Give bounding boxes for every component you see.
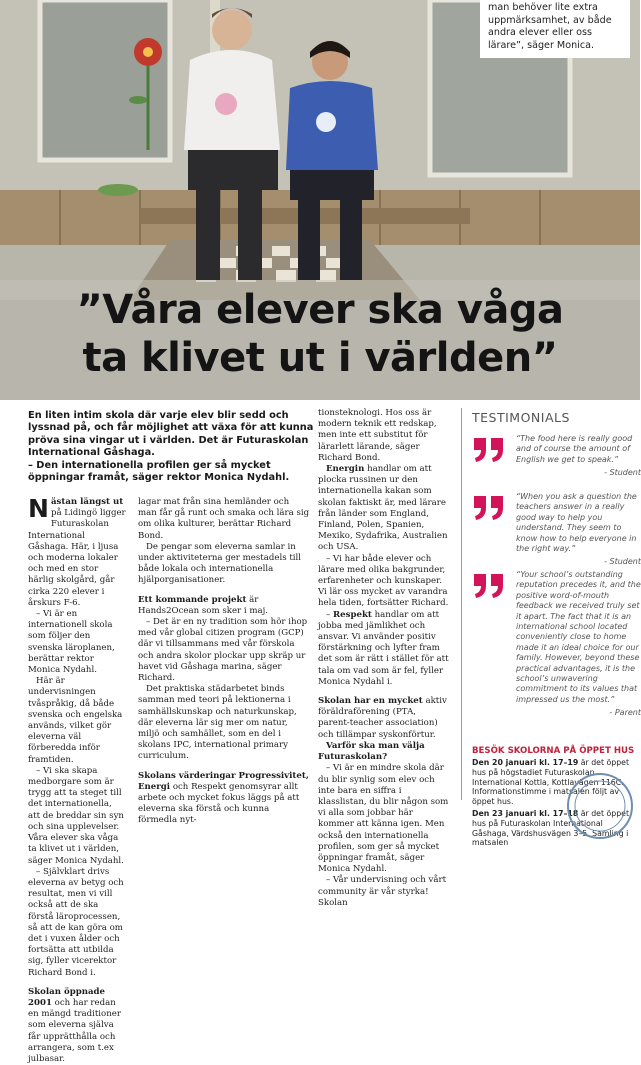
quote-icon bbox=[472, 492, 506, 522]
quote-icon bbox=[472, 434, 506, 464]
open-house-text: är det öppet hus på högstadiet Futuraskolan International Kottla, Kottlavägen 116C. Informationstimme i matsalen följt av öppet hus. bbox=[472, 758, 630, 807]
photo-caption: man behöver lite extra uppmärksamhet, av både andra elever eller oss lärare”, säger Monica. bbox=[480, 0, 630, 58]
paragraph: Det praktiska städarbetet binds samman med teori på lektionerna i samhällskunskap och naturkunskap, där eleverna lär sig mer om natur, miljö och samhället, som en del i skolans IPC, international primary curriculum. bbox=[138, 684, 297, 762]
article-column-3 bbox=[318, 408, 450, 908]
paragraph-text: och har redan en mängd traditioner som eleverna själva får upprätthålla och arrangera, som t.ex julbasar. bbox=[28, 997, 121, 1064]
lead-in: Energin bbox=[326, 464, 365, 475]
subhead-paragraph bbox=[28, 987, 126, 1065]
paragraph-text: är Hands2Ocean som sker i maj. bbox=[138, 594, 269, 616]
subhead: Ett kommande projekt bbox=[138, 594, 247, 605]
paragraph-text: handlar om att plocka russinen ur den internationella kakan som skolan faktiskt är, med lärare från länder som England, Finland, Polen, Spanien, Mexiko, Sydafrika, Australien och USA. bbox=[318, 464, 448, 553]
paragraph: – Vi är en internationell skola som följer den svenska läroplanen, berättar rektor Monica Nydahl. bbox=[28, 609, 115, 676]
testimonial-quote: “The food here is really good and of course the amount of English we get to speak.” bbox=[516, 434, 633, 464]
paragraph: – Respekt handlar om att jobba med jämlikhet och ansvar. Vi använder positiv förstärkning och lyfter fram det som är rätt i stället för att tala om vad som är fel, fyller Monica Nydahl i. bbox=[318, 609, 449, 687]
subhead: Skolan har en mycket bbox=[318, 696, 423, 707]
paragraph: – Självklart drivs eleverna av betyg och resultat, men vi vill också att de ska förstå läroprocessen, så att de kan göra om det i vuxen ålder och fortsätta att utbilda sig, fyller vicerektor Richard Bond i. bbox=[28, 866, 124, 978]
paragraph: Här är undervisningen tvåspråkig, då både svenska och engelska används, vilket gör eleverna väl förberedda inför framtiden. bbox=[28, 676, 123, 765]
article-column-2 bbox=[138, 497, 310, 826]
headline bbox=[0, 286, 640, 382]
paragraph: De pengar som eleverna samlar in under aktiviteterna ger mestadels till både lokala och internationella hjälporganisationer. bbox=[138, 541, 302, 586]
quote-icon bbox=[472, 570, 506, 600]
article-column-1 bbox=[28, 494, 126, 1064]
paragraph bbox=[318, 741, 450, 763]
headline-line-2: ta klivet ut i världen” bbox=[82, 335, 558, 381]
lead-in: ästan längst ut bbox=[50, 497, 124, 507]
testimonial-author: - Parent bbox=[609, 708, 641, 718]
subhead-paragraph bbox=[138, 771, 310, 827]
subhead-paragraph bbox=[138, 595, 310, 617]
subhead: Skolan öppnade 2001 bbox=[28, 986, 106, 1008]
headline-line-1: ”Våra elever ska våga bbox=[76, 287, 564, 333]
testimonial bbox=[472, 570, 641, 719]
article-intro bbox=[28, 410, 324, 484]
paragraph: lagar mat från sina hemländer och man får gå runt och smaka och lära sig om olika kulturer, berättar Richard Bond. bbox=[138, 497, 310, 541]
lead-in: Respekt bbox=[333, 609, 372, 620]
open-house-date: Den 23 januari kl. 17–18 bbox=[472, 808, 579, 818]
testimonial-quote: “When you ask a question the teachers answer in a really good way to help you understand. They seem to know how to help everyone in the right way.” bbox=[516, 492, 637, 554]
testimonial-quote: “Your school’s outstanding reputation precedes it, and the positive word-of-mouth feedback we received truly set it apart. The fact that it is an international school located conveniently close to home made it an ideal choice for our family. However, beyond these practical advantages, it is the school’s unwavering commitment to its values that impressed us the most.” bbox=[516, 570, 641, 704]
paragraph: – Vi är en mindre skola där du blir synlig som elev och inte bara en siffra i klasslistan, du blir någon som vi alla som jobbar här kommer att känna igen. Men också den internationella profilen, som ger så mycket öppningar framåt, säger Monica Nydahl. bbox=[318, 763, 449, 875]
first-paragraph bbox=[28, 494, 126, 609]
testimonial-author: - Student bbox=[604, 468, 641, 478]
open-house-date: Den 20 januari kl. 17–19 bbox=[472, 758, 579, 767]
paragraph-text: aktiv föräldraförening (PTA, parent-teacher association) och tillämpar syskonförtur. bbox=[318, 696, 447, 740]
paragraph: tionsteknologi. Hos oss är modern teknik ett redskap, men inte ett substitut för lärarlett lärande, säger Richard Bond. bbox=[318, 408, 437, 463]
hero-photo bbox=[0, 0, 640, 400]
open-house-text: är det öppet hus på Futuraskolan International Gåshaga, Värdshusvägen 3–5. Samling i matsalen bbox=[472, 808, 630, 848]
testimonials-sidebar bbox=[461, 408, 641, 848]
paragraph: – Vi ska skapa medborgare som är trygg att ta steget till det internationella, att de breddar sin syn och sina upplevelser. Våra elever ska våga ta klivet ut i världen, säger Monica Nydahl. bbox=[28, 765, 124, 866]
sidebar-title: TESTIMONIALS bbox=[472, 410, 570, 425]
intro-quote: – Den internationella profilen ger så mycket öppningar framåt, säger rektor Monica Nydahl. bbox=[28, 459, 290, 484]
open-house-title: BESÖK SKOLORNA PÅ ÖPPET HUS bbox=[472, 746, 635, 756]
subhead-paragraph bbox=[318, 696, 450, 741]
paragraph: – Vi har både elever och lärare med olika bakgrunder, erfarenheter och kunskaper. Vi lär oss mycket av varandra hela tiden, fortsätter Richard. bbox=[318, 553, 449, 609]
intro-paragraph: En liten intim skola där varje elev blir sedd och lyssnad på, och får möjlighet att växa för att kunna pröva sina vingar ut i världen. Det är Futuraskolan International Gåshaga. bbox=[28, 410, 314, 459]
paragraph: – Det är en ny tradition som hör ihop med vår global citizen program (GCP) där vi tillsammans med vår förskola och andra skolor plockar upp skräp ur havet vid Gåshaga marina, säger Richard. bbox=[138, 617, 308, 684]
testimonial-author: - Student bbox=[604, 557, 641, 567]
paragraph: – Vår undervisning och vårt community är vår styrka! Skolan bbox=[318, 875, 447, 908]
paragraph-text: och Respekt genomsyrar allt arbete och mycket fokus läggs på att eleverna ska förstå och kunna förmedla nyt- bbox=[138, 781, 300, 826]
drop-cap: N bbox=[28, 494, 49, 523]
first-paragraph-text: på Lidingö ligger Futuraskolan International Gåshaga. Här, i ljusa och moderna lokaler och med en stor härlig skolgård, går cirka 220 elever i årskurs F-6. bbox=[28, 508, 126, 608]
testimonial bbox=[472, 434, 641, 479]
paragraph bbox=[318, 464, 450, 554]
testimonial bbox=[472, 492, 641, 568]
subhead: Skolans värderingar Progressivitet, Energi bbox=[138, 770, 309, 792]
subhead: Varför ska man välja Futuraskolan? bbox=[318, 740, 425, 763]
school-seal-logo bbox=[556, 770, 636, 830]
paragraph-text: handlar om att jobba med jämlikhet och ansvar. Vi använder positiv förstärkning och lyfter fram det som är rätt i stället för att tala om vad som är fel, fyller Monica Nydahl i. bbox=[318, 609, 449, 687]
